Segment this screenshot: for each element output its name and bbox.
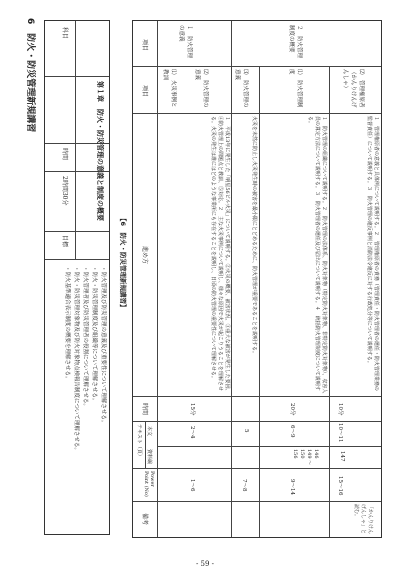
goal-item: ・防火基準適合表示制度の概要を理解させる。: [64, 266, 70, 382]
row-powerpoint: 9〜14: [289, 479, 295, 495]
row-time: 20分: [289, 403, 295, 416]
header-text: テキスト（頁）: [136, 424, 142, 459]
subject-label: 科目: [61, 27, 68, 40]
goal-label: 目標: [61, 235, 68, 248]
goal-item: ・防火管理及び防災管理の意義及び重要性について理解させる。: [100, 266, 106, 426]
header-box: [44, 20, 110, 535]
chapter-heading: 6 防火・防災管理新規講習: [25, 18, 35, 133]
header-item: 項目: [141, 39, 148, 52]
header-powerpoint: Power Point (No): [143, 471, 155, 497]
row-item: ２ 防火管理制度の概要: [288, 25, 302, 59]
row-text-ref: 146 149 〜150 156: [292, 449, 319, 466]
header-subitem: 項目: [141, 85, 148, 98]
row-text-ref: 147: [339, 451, 345, 462]
row-text-main: 6〜9: [289, 425, 295, 438]
row-note: 「かんりけんげんしゃ」と読む。: [353, 504, 373, 535]
goal-item: ・防火・防災管理制度及び組織等について理解させる。: [91, 266, 97, 404]
row-subitem: ⑵ 防火管理の意義: [194, 69, 208, 108]
row-item: １ 防火管理の意義: [178, 25, 192, 59]
row-content: １ 防火管理の組織について説明する。２ 防火管理の法体系、防火対象物（特定防火対象物、非特定防火対象物）、収容人員の算定方法について説明する。３ 防火管理者の選任及び届出について説明する。４ 統括防火管理制度について説明する。: [307, 116, 327, 394]
goal-list: [62, 266, 107, 453]
main-table: [132, 20, 382, 538]
row-powerpoint: 1〜6: [189, 479, 195, 492]
row-subitem: ⑴ 火災事例と教訓: [162, 69, 176, 108]
table-row: [177, 25, 193, 63]
row-text-main: 5: [243, 429, 249, 433]
header-text-main: 本文: [146, 426, 152, 437]
row-powerpoint: 15〜16: [337, 476, 343, 496]
row-subitem: ⑶ 防火管理の意義: [234, 69, 248, 108]
goal-item: ・防火管理者及び防災管理者の役割について理解させる。: [82, 266, 88, 409]
subject-value: 第１章 防火・防災管理の意義と制度の概要: [96, 81, 104, 221]
chapter-heading-wrap: [25, 18, 38, 132]
header-note: 備考: [141, 513, 148, 526]
row-powerpoint: 7〜8: [241, 479, 247, 492]
row-time: 10分: [337, 403, 343, 416]
time-value: 2時間30分: [61, 176, 68, 206]
row-subitem: ⑴ 防火管理制度: [288, 69, 302, 108]
row-content: 火災を未然に防止し火災発生時の被害を最小限にとどめるために、防火管理が重要であることを説明する。: [251, 116, 257, 357]
time-label: 時間: [61, 148, 68, 161]
row-text-main: 10〜11: [337, 423, 343, 443]
header-text-ref: 資料編: [146, 449, 152, 465]
header-time: 時間: [141, 403, 148, 416]
header-content: 進め方: [141, 246, 148, 265]
row-subitem: ⑵ 管理権原者（かんりけんげんしゃ）: [342, 69, 364, 108]
goal-item: ・防火・防災管理対象物及び防火対象物点検報告制度について理解させる。: [73, 266, 79, 453]
row-content: １ 平成13年に発生した「明星56ビル火災」について説明する。②火災の概要、被害状況、③重大な被害が発生した要因、④防火管理上の問題点と教訓、⑤対応。２ 主な火災事例について説明し、様々な原因で火災が起こりうることを理解させる。火災の発生は誰にはどのような事業所にも存在することを説明し、日頃の防火管理の重要性について理解させる。: [210, 116, 230, 394]
page-number: - 59 -: [195, 560, 215, 568]
table-caption: 【6 防火・防災管理新規講習】: [119, 215, 127, 311]
row-text-main: 2〜4: [189, 426, 195, 439]
row-time: 15分: [189, 403, 195, 416]
row-content: １ 管理権原者の意義と具体例について説明する。２ 管理権原者の責務（管理責任・防火管理者の選任・防火管理業務の監督責任）について説明する。３ 防火管理の違反事例と消防法令違反に対する行政処分等について説明する。: [366, 116, 379, 391]
